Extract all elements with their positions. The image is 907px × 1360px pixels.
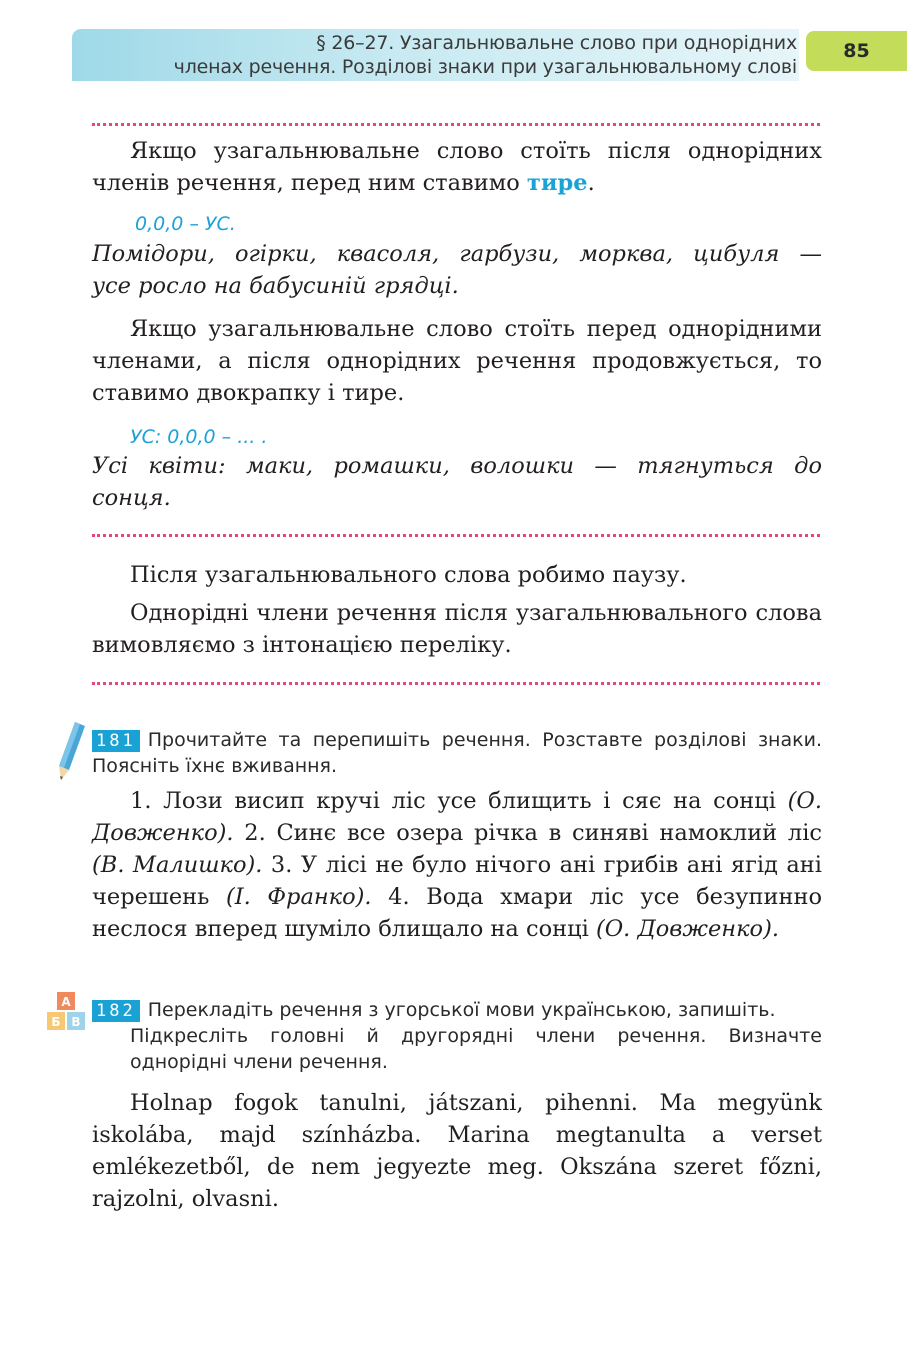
task182-instruction-line1-text: Перекладіть речення з угорської мови українською, запишіть. [147, 999, 776, 1021]
task181-instruction-text: Прочитайте та перепишіть речення. Розставте розділові знаки. Поясніть їхнє вживання. [92, 729, 822, 777]
dotted-divider [92, 682, 820, 685]
section-title-line1: § 26–27. Узагальнювальне слово при однорідних [316, 32, 797, 54]
svg-text:Б: Б [51, 1015, 61, 1029]
note-pause: Після узагальнювального слова робимо паузу. [130, 562, 687, 588]
rule2-example-line2: сонця. [92, 485, 171, 511]
task182-instruction [92, 997, 822, 1075]
task181-author-1: (О. Довженко). [92, 788, 822, 846]
rule2-example-line1: Усі квіти: маки, ромашки, волошки — тягнуться до [92, 453, 822, 479]
task182-instruction-rest: Підкресліть головні й другорядні члени речення. Визначте однорідні члени речення. [130, 1025, 822, 1073]
pencil-icon [55, 720, 87, 782]
rule1-example-line1: Помідори, огірки, квасоля, гарбузи, морква, цибуля — [92, 241, 822, 267]
task181-author-2: (В. Малишко). [92, 852, 263, 878]
rule1-text-main: Якщо узагальнювальне слово стоїть після однорідних членів речення, перед ним ставимо [92, 138, 822, 196]
task182-hungarian-text: Holnap fogok tanulni, játszani, pihenni. Ma megyünk iskolába, majd színházba. Marina megtanulta a verset emlékezetből, de nem jegyezte meg. Okszána szeret főzni, rajzolni, olvasni. [92, 1090, 822, 1212]
dotted-divider [92, 123, 820, 126]
task181-sentence-3: 3. У лісі не було нічого ані грибів ані ягід ані черешень [92, 852, 822, 910]
task181-author-4: (О. Довженко). [595, 916, 780, 942]
task181-sentence-1: 1. Лози висип кручі ліс усе блищить і сяє на сонці [130, 788, 788, 814]
task182-instruction-line1 [92, 997, 822, 1023]
task181-instruction [92, 727, 822, 779]
task181-author-3: (І. Франко). [225, 884, 372, 910]
dotted-divider [92, 534, 820, 537]
page-number: 85 [806, 31, 907, 71]
rule1-text-end: . [587, 170, 595, 196]
task181-sentence-4: 4. Вода хмари ліс усе безупинно неслося вперед шуміло блищало на сонці [92, 884, 822, 942]
note-intonation: Однорідні члени речення після узагальнювального слова вимовляємо з інтонацією переліку. [92, 600, 822, 658]
task181-sentence-2: 2. Синє все озера річка в синяві намоклий ліс [233, 820, 822, 846]
rule1-highlight: тире [526, 170, 588, 196]
section-title [174, 31, 797, 79]
rule1-example-line2: усе росло на бабусиній грядці. [92, 273, 459, 299]
task181-number: 181 [92, 730, 140, 752]
abc-blocks-icon [46, 991, 88, 1033]
rule2-text: Якщо узагальнювальне слово стоїть перед однорідними членами, а після однорідних речення продовжується, то ставимо двокрапку і тире. [92, 316, 822, 406]
rule1-scheme: 0,0,0 – УС. [135, 213, 236, 235]
task182-number: 182 [92, 1000, 140, 1022]
svg-text:В: В [71, 1015, 81, 1029]
rule2-scheme: УС: 0,0,0 – ... . [130, 426, 268, 448]
task181-sentences [92, 785, 822, 945]
svg-text:A: A [61, 995, 71, 1009]
rule1-text [92, 135, 822, 199]
section-title-line2: членах речення. Розділові знаки при узагальнювальному слові [173, 56, 797, 78]
